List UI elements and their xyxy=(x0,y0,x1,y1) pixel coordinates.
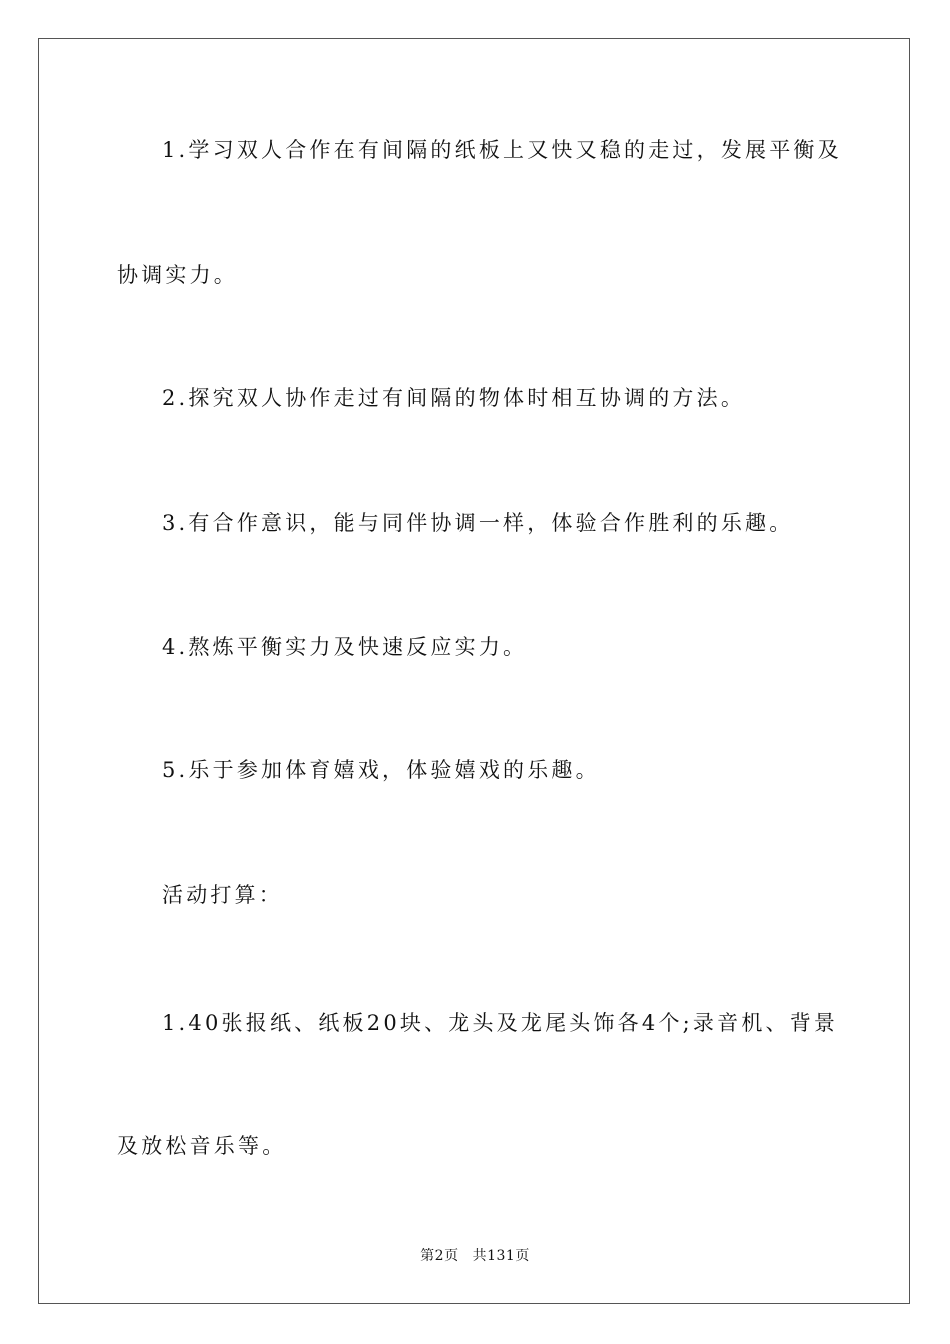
paragraph-line-materials-1-cont: 及放松音乐等。 xyxy=(117,1134,287,1158)
paragraph-line-goal-4: 4.熬炼平衡实力及快速反应实力。 xyxy=(162,635,528,659)
section-heading-activity-plan: 活动打算： xyxy=(162,883,283,907)
paragraph-line-goal-5: 5.乐于参加体育嬉戏，体验嬉戏的乐趣。 xyxy=(162,758,600,782)
paragraph-line-goal-1: 1.学习双人合作在有间隔的纸板上又快又稳的走过，发展平衡及 xyxy=(162,138,842,162)
paragraph-line-goal-2: 2.探究双人协作走过有间隔的物体时相互协调的方法。 xyxy=(162,386,746,410)
page-border xyxy=(38,38,910,1304)
total-pages: 共131页 xyxy=(472,1248,530,1264)
paragraph-line-goal-3: 3.有合作意识，能与同伴协调一样，体验合作胜利的乐趣。 xyxy=(162,511,794,535)
page-footer xyxy=(0,1249,950,1263)
page-number: 第2页 xyxy=(420,1248,459,1264)
paragraph-line-goal-1-cont: 协调实力。 xyxy=(117,263,238,287)
paragraph-line-materials-1: 1.40张报纸、纸板20块、龙头及龙尾头饰各4个;录音机、背景 xyxy=(162,1011,839,1035)
